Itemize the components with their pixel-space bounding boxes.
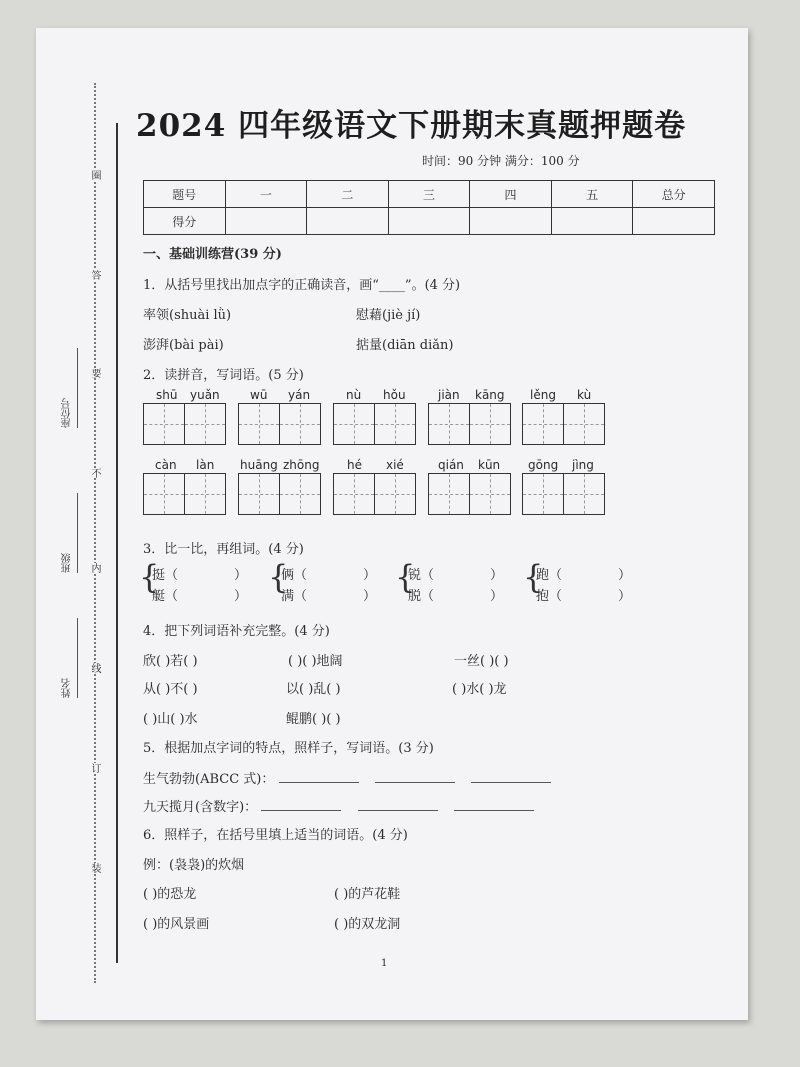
question-4-prompt: 4．把下列词语补充完整。(4 分) [143,624,330,639]
writing-grid[interactable] [428,403,511,445]
table-row [144,181,715,208]
writing-cell[interactable] [334,474,375,514]
score-input-cell[interactable] [470,208,552,235]
table-cell: 五 [551,181,633,208]
answer-blank[interactable] [471,782,551,783]
word-pattern-line[interactable] [143,768,551,787]
answer-blank[interactable] [454,810,534,811]
pinyin-label: càn [155,458,177,472]
binding-mark: 答 [89,270,100,280]
pinyin-label: hǒu [383,388,406,402]
compare-word[interactable]: 跑（ ） [536,568,632,583]
example-line: 例：(袅袅)的炊烟 [143,858,245,873]
writing-cell[interactable] [564,474,604,514]
question-1-prompt: 1．从括号里找出加点字的正确读音，画“____”。(4 分) [143,278,461,293]
binding-mark: 不 [89,468,100,478]
pinyin-label: jìng [572,458,594,472]
question-5-prompt: 5．根据加点字词的特点，照样子，写词语。(3 分) [143,741,434,756]
fill-phrase[interactable]: ( )的芦花鞋 [334,887,401,902]
writing-cell[interactable] [185,404,225,444]
word-pattern-line[interactable] [143,796,534,815]
pinyin-label: zhōng [283,458,320,472]
writing-cell[interactable] [375,474,415,514]
table-cell: 得分 [144,208,226,235]
writing-cell[interactable] [470,404,510,444]
question-1-item[interactable]: 掂量(diān diǎn) [356,338,454,353]
answer-blank[interactable] [358,810,438,811]
score-input-cell[interactable] [388,208,470,235]
writing-cell[interactable] [185,474,225,514]
writing-cell[interactable] [144,404,185,444]
word-pattern-label: 生气勃勃(ABCC 式)： [143,772,275,787]
score-input-cell[interactable] [633,208,715,235]
score-table [143,180,715,235]
idiom-blank[interactable]: ( )山( )水 [143,712,198,727]
compare-word[interactable]: 锐（ ） [408,568,504,583]
pinyin-label: kù [577,388,592,402]
binding-mark: 要 [89,368,100,378]
brace-glyph: { [139,558,160,596]
writing-grid[interactable] [238,403,321,445]
idiom-blank[interactable]: ( )水( )龙 [452,682,507,697]
writing-grid[interactable] [522,403,605,445]
table-cell: 题号 [144,181,226,208]
class-field[interactable]: 班级 [60,493,78,573]
question-6-prompt: 6．照样子，在括号里填上适当的词语。(4 分) [143,828,408,843]
binding-dotted-line [94,83,96,983]
idiom-blank[interactable]: 以( )乱( ) [286,682,341,697]
score-input-cell[interactable] [551,208,633,235]
pinyin-label: yuǎn [190,388,220,402]
name-field[interactable]: 姓名 [60,618,78,698]
fill-phrase[interactable]: ( )的双龙洞 [334,917,401,932]
score-input-cell[interactable] [307,208,389,235]
table-cell: 四 [470,181,552,208]
question-1-item[interactable]: 澎湃(bài pài) [143,338,224,353]
writing-grid[interactable] [238,473,321,515]
compare-word[interactable]: 艇（ ） [152,589,248,604]
compare-word[interactable]: 抱（ ） [536,589,632,604]
writing-cell[interactable] [280,474,320,514]
brace-glyph: { [268,558,289,596]
page-title: 2024 四年级语文下册期末真题押题卷 [136,108,687,144]
idiom-blank[interactable]: ( )( )地阔 [288,654,343,669]
pinyin-label: qián [438,458,464,472]
writing-cell[interactable] [523,404,564,444]
idiom-blank[interactable]: 从( )不( ) [143,682,198,697]
pinyin-label: gōng [528,458,559,472]
question-1-item[interactable]: 慰藉(jiè jí) [356,308,421,323]
writing-grid[interactable] [143,473,226,515]
writing-cell[interactable] [564,404,604,444]
time-info: 时间：90 分钟 满分：100 分 [422,154,580,168]
binding-mark: 订 [89,763,100,773]
pinyin-label: kāng [475,388,505,402]
binding-mark: 装 [89,863,100,873]
table-cell: 二 [307,181,389,208]
table-cell: 总分 [633,181,715,208]
question-1-item[interactable]: 率领(shuài lǜ) [143,308,232,323]
writing-cell[interactable] [144,474,185,514]
pinyin-label: làn [196,458,215,472]
answer-blank[interactable] [375,782,455,783]
binding-mark: 线 [89,663,100,673]
section-heading: 一、基础训练营(39 分) [143,247,282,262]
idiom-blank[interactable]: 一丝( )( ) [454,654,509,669]
compare-word[interactable]: 满（ ） [281,589,377,604]
writing-cell[interactable] [470,474,510,514]
idiom-blank[interactable]: 鲲鹏( )( ) [286,712,341,727]
pinyin-label: nù [346,388,362,402]
pinyin-label: hé [347,458,362,472]
word-pattern-label: 九天揽月(含数字)： [143,800,258,815]
compare-word[interactable]: 脱（ ） [408,589,504,604]
brace-glyph: { [395,558,416,596]
page-number: 1 [381,958,388,969]
pinyin-label: xié [386,458,404,472]
fill-phrase[interactable]: ( )的恐龙 [143,887,197,902]
margin-rule [116,123,118,963]
exam-paper [36,28,748,1020]
writing-cell[interactable] [429,404,470,444]
pinyin-label: kūn [478,458,501,472]
table-cell: 三 [388,181,470,208]
compare-word[interactable]: 俩（ ） [281,568,377,583]
table-cell: 一 [225,181,307,208]
writing-grid[interactable] [333,473,416,515]
fill-phrase[interactable]: ( )的风景画 [143,917,210,932]
question-3-prompt: 3．比一比，再组词。(4 分) [143,542,304,557]
writing-cell[interactable] [239,474,280,514]
writing-cell[interactable] [429,474,470,514]
pinyin-label: yán [288,388,311,402]
answer-blank[interactable] [279,782,359,783]
idiom-blank[interactable]: 欣( )若( ) [143,654,198,669]
writing-cell[interactable] [375,404,415,444]
pinyin-label: jiàn [438,388,460,402]
pinyin-label: wū [250,388,268,402]
writing-grid[interactable] [143,403,226,445]
pinyin-label: lěng [530,388,556,402]
writing-cell[interactable] [334,404,375,444]
answer-blank[interactable] [261,810,341,811]
writing-cell[interactable] [523,474,564,514]
binding-mark: 内 [89,563,100,573]
compare-word[interactable]: 挺（ ） [152,568,248,583]
writing-grid[interactable] [428,473,511,515]
pinyin-label: shū [156,388,178,402]
writing-grid[interactable] [333,403,416,445]
binding-margin [36,28,126,1020]
writing-cell[interactable] [239,404,280,444]
table-row [144,208,715,235]
writing-cell[interactable] [280,404,320,444]
question-2-prompt: 2．读拼音，写词语。(5 分) [143,368,304,383]
seat-number-field[interactable]: 座位号 [60,348,78,428]
score-input-cell[interactable] [225,208,307,235]
pinyin-label: huāng [240,458,278,472]
brace-glyph: { [523,558,544,596]
writing-grid[interactable] [522,473,605,515]
binding-mark: 圈 [89,170,100,180]
